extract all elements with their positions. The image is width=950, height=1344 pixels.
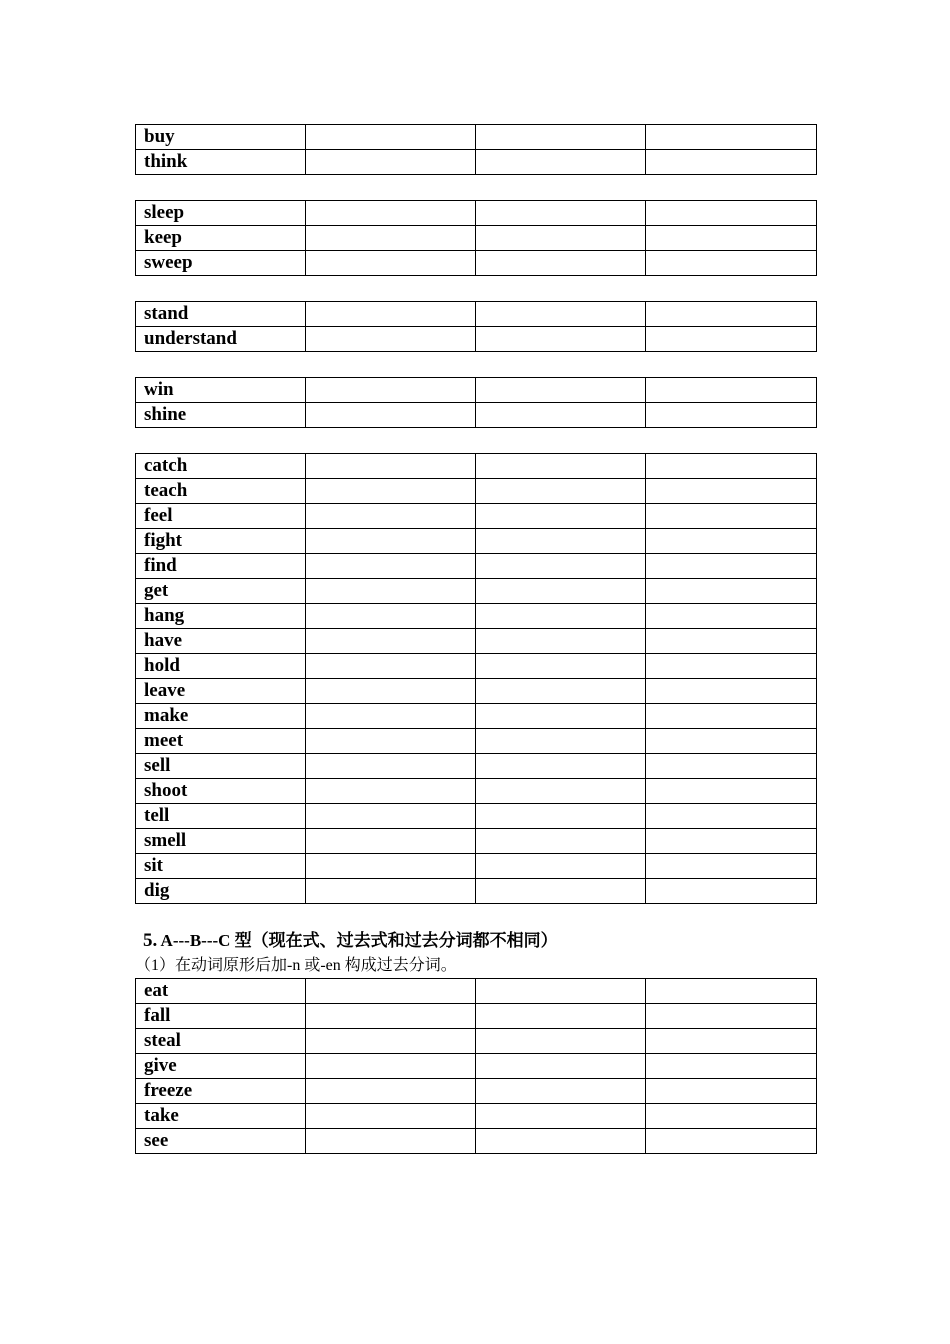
answer-cell[interactable] (476, 729, 646, 754)
answer-cell[interactable] (306, 979, 476, 1004)
table-row (136, 679, 817, 704)
verb-base-form: give (136, 1054, 306, 1079)
answer-cell[interactable] (646, 579, 817, 604)
table-row (136, 403, 817, 428)
section-subtitle: （1）在动词原形后加-n 或-en 构成过去分词。 (135, 957, 457, 974)
table-row (136, 378, 817, 403)
answer-cell[interactable] (306, 1054, 476, 1079)
verb-table-section5 (135, 978, 817, 1154)
answer-cell[interactable] (646, 604, 817, 629)
answer-cell[interactable] (476, 125, 646, 150)
answer-cell[interactable] (306, 1129, 476, 1154)
answer-cell[interactable] (646, 504, 817, 529)
answer-cell[interactable] (646, 804, 817, 829)
verb-base-form: fight (136, 529, 306, 554)
table-row (136, 654, 817, 679)
answer-cell[interactable] (306, 1079, 476, 1104)
answer-cell[interactable] (476, 754, 646, 779)
answer-cell[interactable] (306, 679, 476, 704)
verb-base-form: hold (136, 654, 306, 679)
table-row (136, 729, 817, 754)
answer-cell[interactable] (476, 302, 646, 327)
answer-cell[interactable] (646, 150, 817, 175)
answer-cell[interactable] (306, 554, 476, 579)
answer-cell[interactable] (476, 529, 646, 554)
answer-cell[interactable] (646, 125, 817, 150)
verb-base-form: shoot (136, 779, 306, 804)
table-row (136, 479, 817, 504)
table-row (136, 1029, 817, 1054)
table-row (136, 554, 817, 579)
answer-cell[interactable] (646, 829, 817, 854)
table-row (136, 302, 817, 327)
table-row (136, 454, 817, 479)
section-number: 5. (143, 930, 158, 951)
answer-cell[interactable] (646, 854, 817, 879)
verb-base-form: leave (136, 679, 306, 704)
verb-base-form: fall (136, 1004, 306, 1029)
answer-cell[interactable] (306, 804, 476, 829)
verb-base-form: shine (136, 403, 306, 428)
answer-cell[interactable] (476, 1104, 646, 1129)
answer-cell[interactable] (306, 729, 476, 754)
answer-cell[interactable] (476, 704, 646, 729)
answer-cell[interactable] (306, 378, 476, 403)
table-row (136, 1054, 817, 1079)
table-spacer (135, 428, 815, 453)
answer-cell[interactable] (646, 1029, 817, 1054)
answer-cell[interactable] (646, 201, 817, 226)
verb-base-form: take (136, 1104, 306, 1129)
verb-base-form: eat (136, 979, 306, 1004)
answer-cell[interactable] (476, 1029, 646, 1054)
verb-base-form: smell (136, 829, 306, 854)
table-row (136, 579, 817, 604)
answer-cell[interactable] (476, 1129, 646, 1154)
answer-cell[interactable] (306, 1029, 476, 1054)
verb-base-form: think (136, 150, 306, 175)
answer-cell[interactable] (306, 403, 476, 428)
answer-cell[interactable] (306, 125, 476, 150)
answer-cell[interactable] (306, 479, 476, 504)
answer-cell[interactable] (306, 754, 476, 779)
verb-base-form: sell (136, 754, 306, 779)
answer-cell[interactable] (476, 679, 646, 704)
verb-table (135, 124, 817, 175)
table-row (136, 754, 817, 779)
table-row (136, 327, 817, 352)
table-row (136, 879, 817, 904)
verb-table (135, 200, 817, 276)
answer-cell[interactable] (646, 1004, 817, 1029)
answer-cell[interactable] (306, 854, 476, 879)
answer-cell[interactable] (476, 829, 646, 854)
answer-cell[interactable] (646, 1079, 817, 1104)
answer-cell[interactable] (646, 779, 817, 804)
answer-cell[interactable] (476, 1004, 646, 1029)
answer-cell[interactable] (306, 327, 476, 352)
answer-cell[interactable] (646, 378, 817, 403)
table-row (136, 504, 817, 529)
answer-cell[interactable] (646, 1129, 817, 1154)
table-row (136, 125, 817, 150)
table-row (136, 804, 817, 829)
answer-cell[interactable] (306, 454, 476, 479)
answer-cell[interactable] (646, 879, 817, 904)
answer-cell[interactable] (476, 504, 646, 529)
answer-cell[interactable] (646, 302, 817, 327)
verb-base-form: teach (136, 479, 306, 504)
verb-base-form: buy (136, 125, 306, 150)
verb-base-form: tell (136, 804, 306, 829)
verb-base-form: win (136, 378, 306, 403)
verb-table (135, 301, 817, 352)
table-row (136, 1079, 817, 1104)
answer-cell[interactable] (306, 251, 476, 276)
answer-cell[interactable] (476, 403, 646, 428)
verb-base-form: hang (136, 604, 306, 629)
verb-table (135, 453, 817, 904)
verb-base-form: understand (136, 327, 306, 352)
table-row (136, 854, 817, 879)
answer-cell[interactable] (306, 226, 476, 251)
table-row (136, 704, 817, 729)
verb-base-form: sleep (136, 201, 306, 226)
answer-cell[interactable] (646, 251, 817, 276)
verb-base-form: see (136, 1129, 306, 1154)
verb-base-form: get (136, 579, 306, 604)
table-row (136, 979, 817, 1004)
answer-cell[interactable] (476, 654, 646, 679)
answer-cell[interactable] (306, 529, 476, 554)
table-row (136, 1129, 817, 1154)
answer-cell[interactable] (646, 1104, 817, 1129)
answer-cell[interactable] (646, 529, 817, 554)
verb-base-form: make (136, 704, 306, 729)
answer-cell[interactable] (646, 403, 817, 428)
table-row (136, 1004, 817, 1029)
verb-base-form: have (136, 629, 306, 654)
table-row (136, 251, 817, 276)
verb-table (135, 377, 817, 428)
answer-cell[interactable] (646, 979, 817, 1004)
answer-cell[interactable] (306, 879, 476, 904)
verb-base-form: keep (136, 226, 306, 251)
answer-cell[interactable] (306, 302, 476, 327)
answer-cell[interactable] (476, 579, 646, 604)
verb-groups (135, 124, 815, 904)
table-row (136, 629, 817, 654)
answer-cell[interactable] (476, 1054, 646, 1079)
table-spacer (135, 352, 815, 377)
answer-cell[interactable] (646, 327, 817, 352)
answer-cell[interactable] (646, 1054, 817, 1079)
table-spacer (135, 276, 815, 301)
table-row (136, 779, 817, 804)
answer-cell[interactable] (306, 504, 476, 529)
answer-cell[interactable] (306, 201, 476, 226)
answer-cell[interactable] (306, 150, 476, 175)
answer-cell[interactable] (646, 554, 817, 579)
answer-cell[interactable] (476, 378, 646, 403)
answer-cell[interactable] (646, 754, 817, 779)
answer-cell[interactable] (476, 779, 646, 804)
section-heading (135, 929, 815, 953)
answer-cell[interactable] (646, 654, 817, 679)
answer-cell[interactable] (306, 1004, 476, 1029)
answer-cell[interactable] (306, 654, 476, 679)
table-row (136, 150, 817, 175)
answer-cell[interactable] (476, 454, 646, 479)
worksheet (135, 124, 815, 1154)
verb-base-form: meet (136, 729, 306, 754)
answer-cell[interactable] (476, 201, 646, 226)
verb-base-form: catch (136, 454, 306, 479)
table-row (136, 529, 817, 554)
answer-cell[interactable] (476, 327, 646, 352)
answer-cell[interactable] (306, 579, 476, 604)
answer-cell[interactable] (646, 679, 817, 704)
answer-cell[interactable] (646, 629, 817, 654)
answer-cell[interactable] (306, 604, 476, 629)
answer-cell[interactable] (646, 704, 817, 729)
answer-cell[interactable] (476, 979, 646, 1004)
answer-cell[interactable] (646, 729, 817, 754)
answer-cell[interactable] (306, 704, 476, 729)
answer-cell[interactable] (306, 629, 476, 654)
answer-cell[interactable] (306, 1104, 476, 1129)
verb-base-form: find (136, 554, 306, 579)
answer-cell[interactable] (306, 829, 476, 854)
answer-cell[interactable] (476, 150, 646, 175)
answer-cell[interactable] (476, 479, 646, 504)
answer-cell[interactable] (306, 779, 476, 804)
answer-cell[interactable] (646, 479, 817, 504)
section-title: A---B---C 型（现在式、过去式和过去分词都不相同） (157, 931, 558, 950)
verb-base-form: dig (136, 879, 306, 904)
table-row (136, 201, 817, 226)
table-spacer (135, 175, 815, 200)
answer-cell[interactable] (646, 226, 817, 251)
verb-base-form: sweep (136, 251, 306, 276)
table-row (136, 1104, 817, 1129)
answer-cell[interactable] (476, 251, 646, 276)
answer-cell[interactable] (476, 554, 646, 579)
table-row (136, 226, 817, 251)
verb-base-form: steal (136, 1029, 306, 1054)
table-row (136, 604, 817, 629)
answer-cell[interactable] (476, 629, 646, 654)
answer-cell[interactable] (476, 854, 646, 879)
verb-base-form: freeze (136, 1079, 306, 1104)
verb-base-form: feel (136, 504, 306, 529)
answer-cell[interactable] (476, 804, 646, 829)
answer-cell[interactable] (476, 879, 646, 904)
table-row (136, 829, 817, 854)
answer-cell[interactable] (476, 1079, 646, 1104)
answer-cell[interactable] (476, 604, 646, 629)
verb-base-form: sit (136, 854, 306, 879)
verb-base-form: stand (136, 302, 306, 327)
answer-cell[interactable] (476, 226, 646, 251)
answer-cell[interactable] (646, 454, 817, 479)
